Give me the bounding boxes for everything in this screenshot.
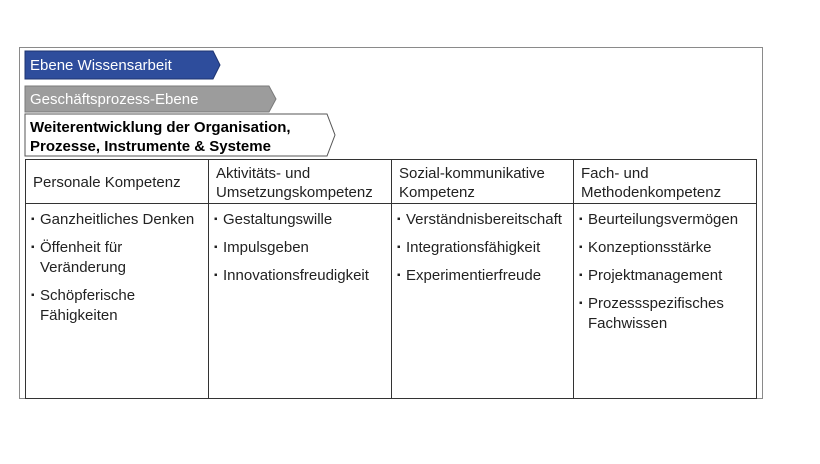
level-label-business-process: Geschäftsprozess-Ebene (30, 91, 199, 108)
list-item: ▪ Impulsgeben (214, 238, 387, 258)
list-item: ▪ Ganzheitliches Denken (31, 210, 204, 230)
column-cell-personal (26, 204, 209, 399)
list-item: ▪ Innovationsfreudigkeit (214, 266, 387, 286)
column-header-activity: Aktivitäts- und Umsetzungskompetenz (209, 160, 392, 204)
list-item: ▪ Verständnisbereitschaft (397, 210, 569, 230)
level-label-knowledge-work: Ebene Wissensarbeit (30, 57, 172, 74)
column-header-method: Fach- und Methodenkompetenz (574, 160, 757, 204)
level-label-development: Weiterentwicklung der Organisation, Prozesse, Instrumente & Systeme (30, 119, 291, 155)
list-item: ▪ Öffenheit für Veränderung (31, 238, 204, 278)
list-item: ▪ Prozessspezifisches Fachwissen (579, 294, 752, 334)
list-item: ▪ Experimentierfreude (397, 266, 569, 286)
list-item: ▪ Schöpferische Fähigkeiten (31, 286, 204, 326)
column-cell-method (574, 204, 757, 399)
competence-header-row (26, 160, 757, 204)
list-item: ▪ Integrationsfähigkeit (397, 238, 569, 258)
column-header-personal: Personale Kompetenz (26, 160, 209, 204)
column-cell-social (392, 204, 574, 399)
competence-table (25, 159, 757, 399)
list-item: ▪ Beurteilungsvermögen (579, 210, 752, 230)
list-item: ▪ Konzeptionsstärke (579, 238, 752, 258)
list-item: ▪ Projektmanagement (579, 266, 752, 286)
list-item: ▪ Gestaltungswille (214, 210, 387, 230)
column-cell-activity (209, 204, 392, 399)
column-header-social: Sozial-kommunikative Kompetenz (392, 160, 574, 204)
competence-items-row (26, 204, 757, 399)
